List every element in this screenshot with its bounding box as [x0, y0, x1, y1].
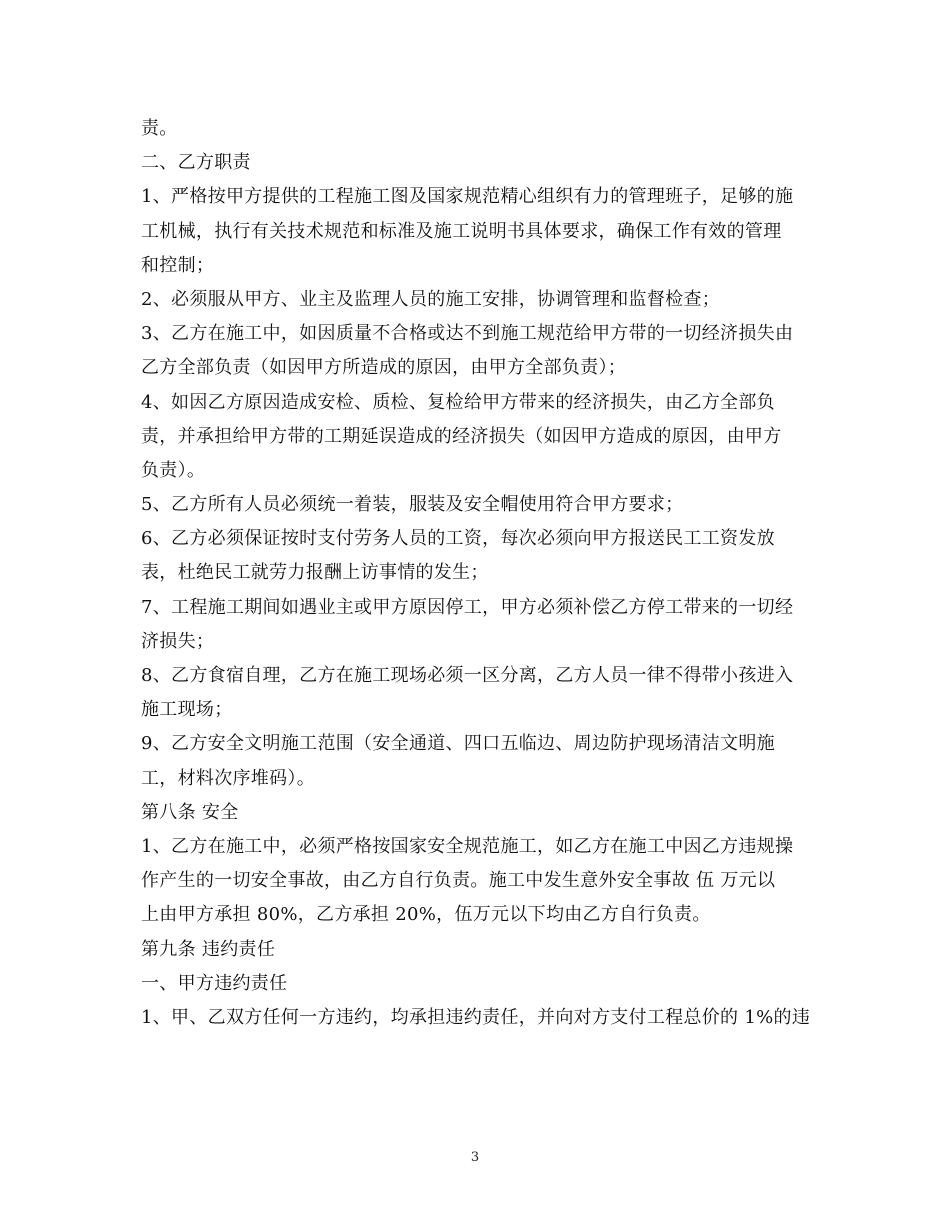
text-line: 9、乙方安全文明施工范围（安全通道、四口五临边、周边防护现场清洁文明施: [141, 733, 775, 755]
text-line: 5、乙方所有人员必须统一着装，服装及安全帽使用符合甲方要求；: [141, 494, 684, 516]
page-number: 3: [470, 1150, 480, 1165]
text-line: 1、甲、乙双方任何一方违约，均承担违约责任，并向对方支付工程总价的 1%的违: [141, 1006, 811, 1028]
text-line: 7、工程施工期间如遇业主或甲方原因停工，甲方必须补偿乙方停工带来的一切经: [141, 596, 794, 618]
text-line: 1、乙方在施工中，必须严格按国家安全规范施工，如乙方在施工中因乙方违规操: [141, 835, 794, 857]
section-heading: 二、乙方职责: [141, 152, 251, 174]
text-line: 2、必须服从甲方、业主及监理人员的施工安排，协调管理和监督检查；: [141, 288, 721, 310]
text-line: 济损失；: [141, 630, 215, 652]
text-line: 1、严格按甲方提供的工程施工图及国家规范精心组织有力的管理班子，足够的施: [141, 186, 794, 208]
text-line: 工机械，执行有关技术规范和标准及施工说明书具体要求，确保工作有效的管理: [141, 220, 782, 242]
article-heading: 第九条 违约责任: [141, 938, 276, 960]
document-body: [141, 112, 813, 1035]
article-heading: 第八条 安全: [141, 801, 239, 823]
text-line: 负责）。: [141, 459, 206, 481]
text-line: 上由甲方承担 80%，乙方承担 20%，伍万元以下均由乙方自行负责。: [141, 904, 711, 926]
text-line: 和控制；: [141, 254, 215, 276]
text-line: 6、乙方必须保证按时支付劳务人员的工资，每次必须向甲方报送民工工资发放: [141, 528, 775, 550]
text-line: 责，并承担给甲方带的工期延误造成的经济损失（如因甲方造成的原因，由甲方: [141, 425, 782, 447]
text-line: 责。: [141, 118, 178, 139]
text-line: 8、乙方食宿自理，乙方在施工现场必须一区分离，乙方人员一律不得带小孩进入: [141, 665, 794, 686]
text-line: 3、乙方在施工中，如因质量不合格或达不到施工规范给甲方带的一切经济损失由: [141, 323, 794, 345]
text-line: 施工现场；: [141, 699, 233, 721]
text-line: 4、如因乙方原因造成安检、质检、复检给甲方带来的经济损失，由乙方全部负: [141, 391, 775, 413]
text-line: 乙方全部负责（如因甲方所造成的原因，由甲方全部负责）；: [141, 357, 627, 379]
section-heading: 一、甲方违约责任: [141, 972, 288, 994]
text-line: 表，杜绝民工就劳力报酬上访事情的发生；: [141, 562, 489, 584]
text-line: 工，材料次序堆码）。: [141, 767, 315, 789]
text-line: 作产生的一切安全事故，由乙方自行负责。施工中发生意外安全事故 伍 万元以: [141, 870, 776, 892]
